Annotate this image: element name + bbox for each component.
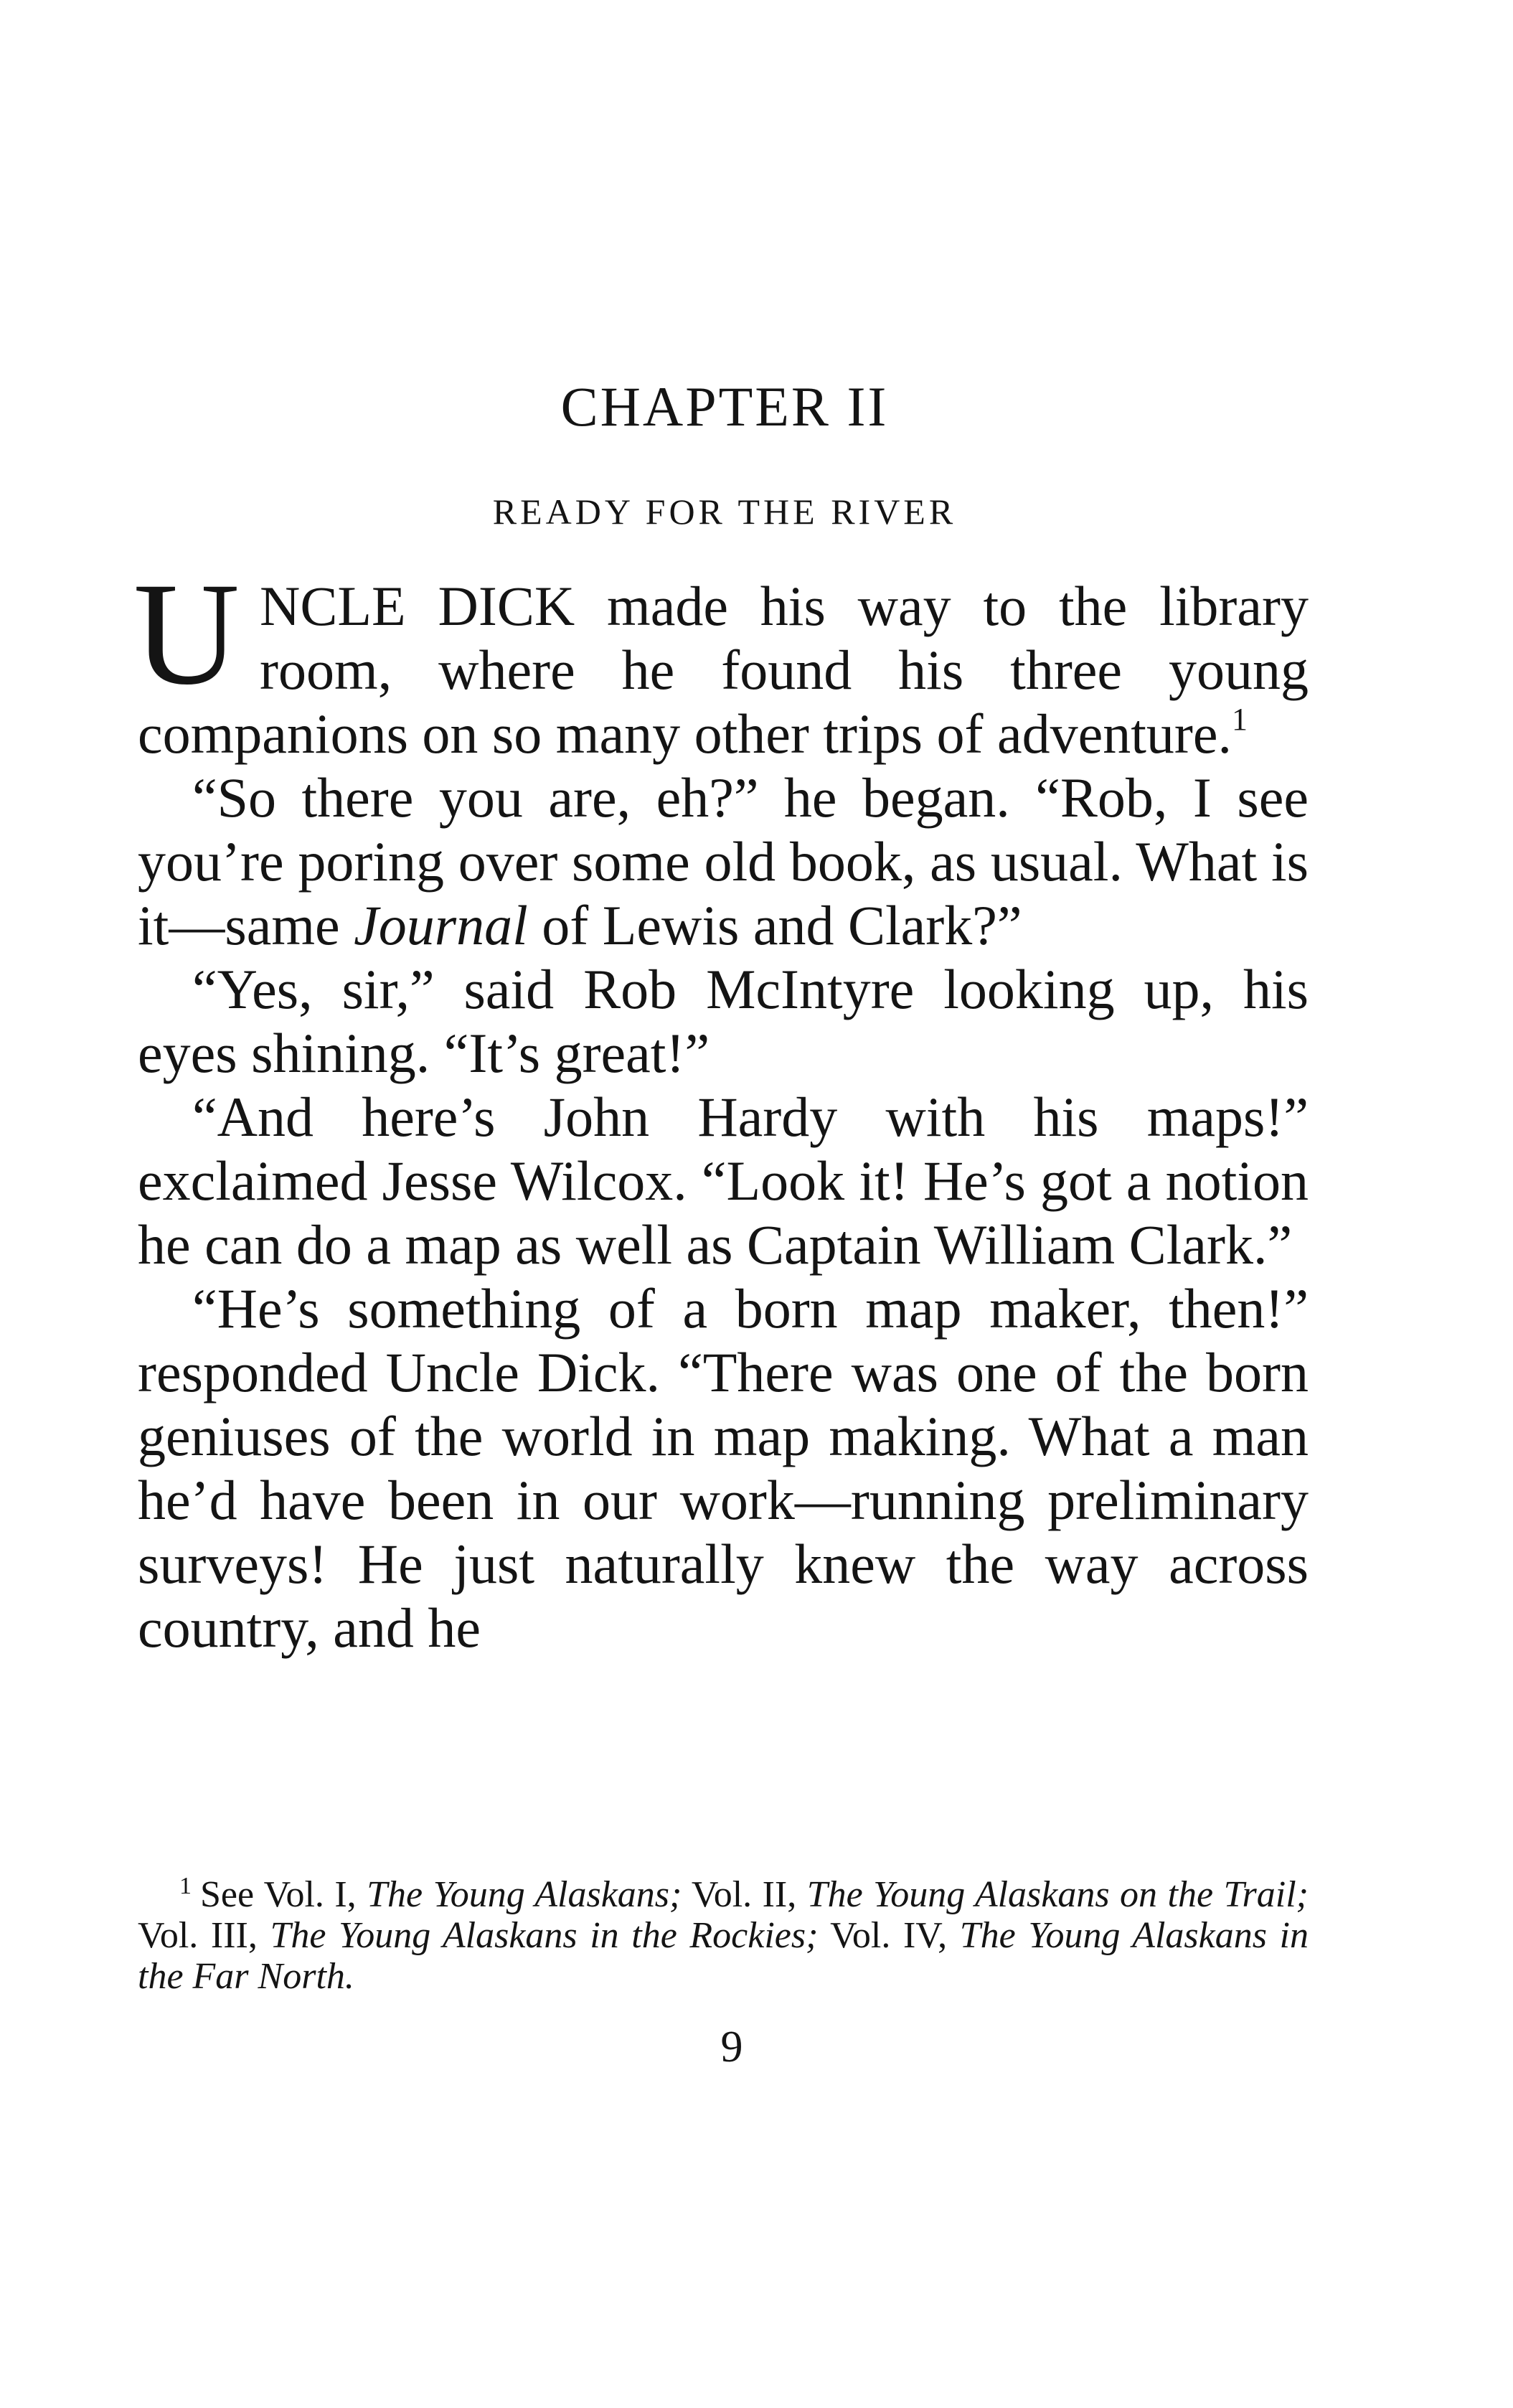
paragraph-2-text-before: “So there you are, eh?” he began. “Rob, I see you’re poring over some old book, as usual. What is it—same [138, 766, 1309, 956]
body-text [133, 552, 1309, 1660]
footnote-book-title-2: The Young Alaskans on the Trail; [806, 1874, 1309, 1915]
paragraph-2 [138, 766, 1309, 957]
footnote-text-3: Vol. III, [138, 1915, 270, 1956]
drop-cap: U [133, 552, 240, 715]
footnote-1 [138, 1874, 1309, 1997]
footnote-text-2: Vol. II, [682, 1874, 807, 1915]
paragraph-1 [133, 552, 1309, 766]
paragraph-1-text: NCLE DICK made his way to the library room, where he found his three young companions on so many other trips of adventure. [138, 575, 1309, 765]
footnote-text-4: Vol. IV, [818, 1915, 960, 1956]
page-number: 9 [720, 2023, 743, 2071]
paragraph-5: “He’s something of a born map maker, then!” responded Uncle Dick. “There was one of the born geniuses of the world in map making. What a man he’d have been in our work—running preliminary surveys! He just naturally knew the way across country, and he [138, 1277, 1309, 1659]
journal-title: Journal [354, 894, 528, 956]
footnote-book-title-4: The Young Alaskans in the Far North. [138, 1915, 1309, 1997]
footnote-book-title-1: The Young Alaskans; [367, 1874, 682, 1915]
paragraph-2-text-after: of Lewis and Clark?” [527, 894, 1022, 956]
chapter-title: CHAPTER II [560, 375, 889, 438]
footnote-text-1: See Vol. I, [200, 1874, 367, 1915]
paragraph-4: “And here’s John Hardy with his maps!” exclaimed Jesse Wilcox. “Look it! He’s got a notion he can do a map as well as Captain William Clark.” [138, 1086, 1309, 1276]
paragraph-3: “Yes, sir,” said Rob McIntyre looking up, his eyes shining. “It’s great!” [138, 958, 1309, 1084]
footnote-book-title-3: The Young Alaskans in the Rockies; [270, 1915, 819, 1956]
footnote-reference[interactable]: 1 [1232, 702, 1248, 737]
footnote-marker: 1 [179, 1873, 192, 1899]
footnotes [138, 1874, 1309, 1997]
chapter-subtitle: READY FOR THE RIVER [492, 492, 957, 532]
